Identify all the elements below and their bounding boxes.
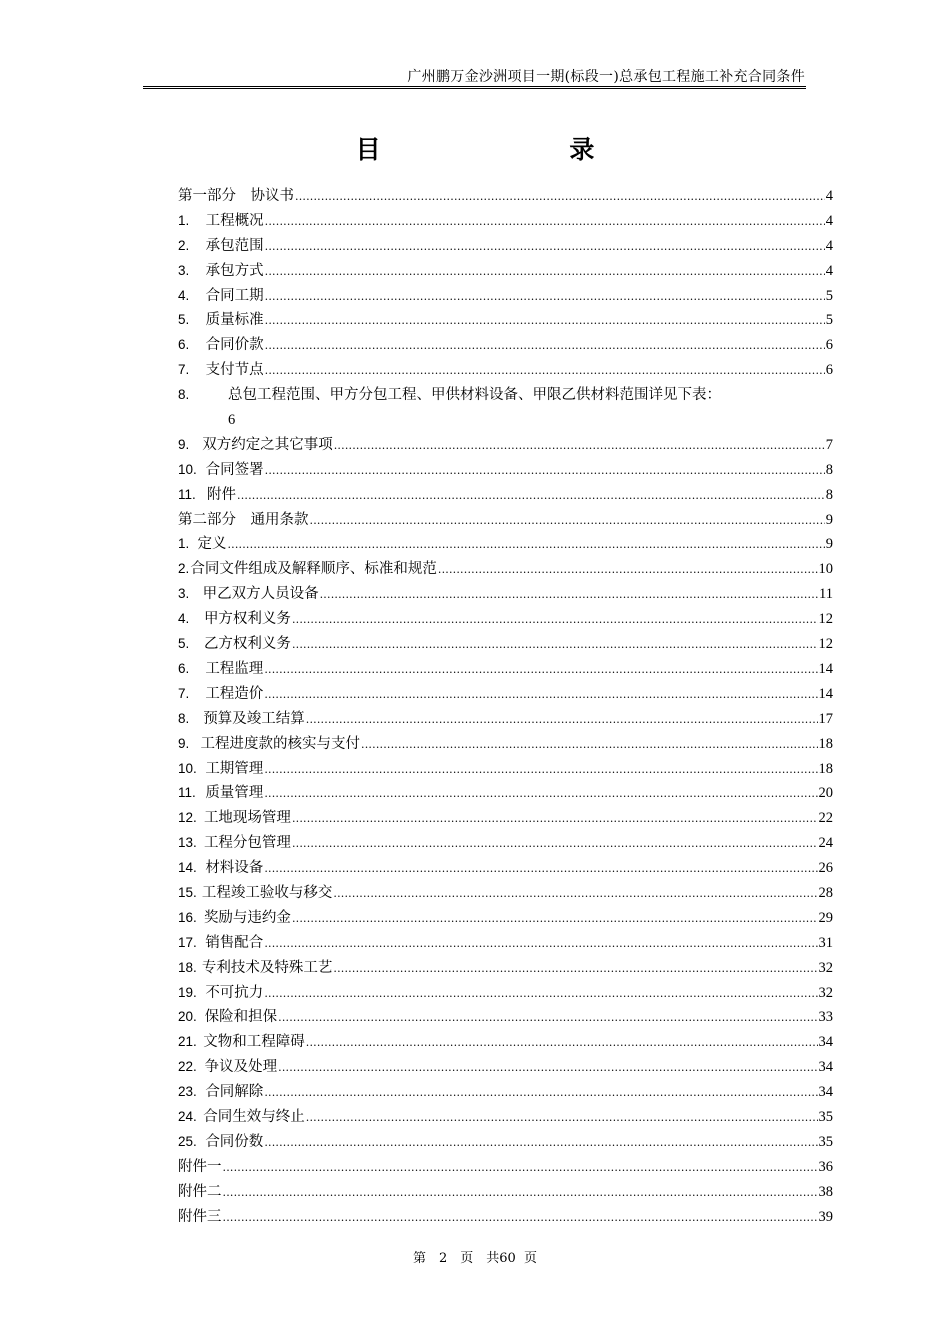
toc-entry-page: 4 xyxy=(825,262,833,279)
toc-entry-label: 工程竣工验收与移交 xyxy=(201,884,333,901)
toc-entry-label: 工程概况 xyxy=(205,212,264,229)
toc-entry[interactable] xyxy=(178,1030,833,1055)
toc-entry-page: 31 xyxy=(818,934,833,951)
toc-entry-label: 乙方权利义务 xyxy=(203,636,291,653)
toc-entry-label: 双方约定之其它事项 xyxy=(202,436,333,453)
toc-entry-page: 4 xyxy=(825,212,833,229)
toc-entry-label: 材料设备 xyxy=(205,860,264,877)
toc-dot-leader xyxy=(264,931,817,957)
toc-entry[interactable] xyxy=(178,532,833,557)
toc-entry-page: 14 xyxy=(818,685,833,702)
toc-entry-label: 附件一 xyxy=(178,1158,222,1175)
toc-entry-page: 24 xyxy=(818,835,833,852)
toc-entry-label: 第一部分 协议书 xyxy=(178,188,294,204)
toc-dot-leader xyxy=(292,806,818,832)
toc-entry-number: 4. xyxy=(178,611,190,627)
toc-entry-number: 8. xyxy=(178,710,190,726)
toc-dot-leader xyxy=(306,1030,818,1056)
toc-entry[interactable] xyxy=(178,1055,833,1080)
toc-dot-leader xyxy=(265,333,825,359)
toc-entry[interactable] xyxy=(178,483,833,508)
toc-dot-leader xyxy=(265,308,825,334)
toc-entry-label: 承包范围 xyxy=(205,237,264,254)
toc-entry-number: 11. xyxy=(178,486,196,502)
toc-entry[interactable] xyxy=(178,358,833,383)
toc-entry-page: 12 xyxy=(818,636,833,653)
toc-entry-page: 8 xyxy=(825,486,833,503)
toc-entry-number: 20. xyxy=(178,1009,197,1025)
toc-entry-number: 3. xyxy=(178,262,190,278)
toc-entry[interactable] xyxy=(178,308,833,333)
toc-entry-label: 支付节点 xyxy=(205,362,264,379)
toc-dot-leader xyxy=(237,483,825,509)
toc-entry-page: 18 xyxy=(818,760,833,777)
toc-entry[interactable] xyxy=(178,1180,833,1205)
toc-entry-number: 9. xyxy=(178,735,190,751)
toc-dot-leader xyxy=(264,1130,817,1156)
toc-entry-label: 工地现场管理 xyxy=(203,810,291,827)
toc-entry-label: 合同价款 xyxy=(205,337,264,354)
toc-entry-label: 合同文件组成及解释顺序、标准和规范 xyxy=(190,561,437,578)
toc-entry-page: 14 xyxy=(818,660,833,677)
toc-dot-leader xyxy=(223,1180,818,1206)
toc-dot-leader xyxy=(264,757,817,783)
toc-dot-leader xyxy=(264,781,817,807)
toc-entry[interactable] xyxy=(178,956,833,981)
toc-entry[interactable] xyxy=(178,707,833,732)
table-of-contents xyxy=(178,184,833,1229)
toc-entry[interactable] xyxy=(178,1080,833,1105)
toc-entry[interactable] xyxy=(178,632,833,657)
toc-entry-label: 定义 xyxy=(197,536,227,553)
toc-entry[interactable] xyxy=(178,1005,833,1030)
toc-entry[interactable] xyxy=(178,732,833,757)
toc-entry-number: 22. xyxy=(178,1059,197,1075)
toc-entry-number: 8. xyxy=(178,387,190,403)
toc-entry-label: 合同工期 xyxy=(205,287,264,304)
toc-dot-leader xyxy=(264,682,817,708)
toc-entry-number: 15. xyxy=(178,884,197,900)
toc-entry-page: 4 xyxy=(825,237,833,254)
toc-dot-leader xyxy=(265,358,825,384)
toc-entry-number: 18. xyxy=(178,959,197,975)
toc-entry-number: 16. xyxy=(178,909,197,925)
toc-entry-number: 25. xyxy=(178,1133,197,1149)
toc-entry-label: 甲方权利义务 xyxy=(203,611,291,628)
toc-dot-leader xyxy=(264,657,817,683)
toc-entry[interactable] xyxy=(178,1105,833,1130)
toc-entry-page: 8 xyxy=(825,461,833,478)
toc-entry-number: 5. xyxy=(178,636,190,652)
toc-dot-leader xyxy=(264,981,817,1007)
toc-entry-number: 10. xyxy=(178,461,197,477)
toc-entry-page: 12 xyxy=(818,611,833,628)
toc-dot-leader xyxy=(264,856,817,882)
toc-dot-leader xyxy=(265,234,825,260)
toc-entry-page: 29 xyxy=(818,909,833,926)
toc-dot-leader xyxy=(223,1155,818,1181)
toc-entry[interactable] xyxy=(178,657,833,682)
toc-entry-number: 2. xyxy=(178,561,190,577)
toc-entry-label: 附件二 xyxy=(178,1183,222,1200)
toc-entry[interactable] xyxy=(178,284,833,309)
toc-dot-leader xyxy=(265,259,825,285)
toc-entry-page: 34 xyxy=(818,1034,833,1051)
toc-entry[interactable] xyxy=(178,508,833,533)
toc-dot-leader xyxy=(265,284,825,310)
toc-entry-page: 10 xyxy=(818,561,833,578)
toc-entry-label: 质量管理 xyxy=(205,785,264,802)
toc-dot-leader xyxy=(306,707,818,733)
toc-entry-page: 18 xyxy=(818,735,833,752)
toc-entry[interactable] xyxy=(178,856,833,881)
toc-entry-label: 工程监理 xyxy=(205,660,264,677)
toc-entry-label: 工程造价 xyxy=(205,685,264,702)
toc-entry-label: 质量标准 xyxy=(205,312,264,329)
toc-entry[interactable] xyxy=(178,906,833,931)
toc-entry[interactable] xyxy=(178,184,833,209)
toc-entry-number: 1. xyxy=(178,212,190,228)
toc-dot-leader xyxy=(227,532,824,558)
toc-entry-label: 合同签署 xyxy=(205,461,264,478)
toc-dot-leader xyxy=(278,1005,817,1031)
toc-entry[interactable] xyxy=(178,234,833,259)
toc-entry-label: 附件三 xyxy=(178,1208,222,1225)
toc-entry-page: 35 xyxy=(818,1108,833,1125)
toc-entry[interactable] xyxy=(178,582,833,607)
toc-entry[interactable] xyxy=(178,831,833,856)
toc-dot-leader xyxy=(292,906,818,932)
toc-entry-label: 奖励与违约金 xyxy=(203,909,291,926)
toc-entry-number: 9. xyxy=(178,436,190,452)
toc-entry[interactable] xyxy=(178,1205,833,1230)
toc-entry-page: 26 xyxy=(818,860,833,877)
toc-entry-page: 11 xyxy=(819,586,833,603)
toc-entry-page: 7 xyxy=(825,436,833,453)
toc-entry[interactable] xyxy=(178,931,833,956)
toc-entry-page: 9 xyxy=(825,536,833,553)
toc-entry-label: 附件 xyxy=(207,486,237,503)
toc-entry-number: 21. xyxy=(178,1034,197,1050)
toc-entry-page: 4 xyxy=(825,188,833,204)
toc-entry-label: 工程分包管理 xyxy=(203,835,291,852)
toc-entry-page: 38 xyxy=(818,1183,833,1200)
page-title: 目 录 xyxy=(355,135,685,164)
toc-entry-page: 17 xyxy=(818,710,833,727)
toc-entry-label: 第二部分 通用条款 xyxy=(178,511,309,528)
header-rule xyxy=(143,86,806,89)
toc-entry[interactable] xyxy=(178,806,833,831)
toc-entry-label: 工期管理 xyxy=(205,760,264,777)
toc-entry-number: 11. xyxy=(178,785,196,801)
toc-entry-number: 19. xyxy=(178,984,197,1000)
toc-entry-page: 35 xyxy=(818,1133,833,1150)
toc-entry-page: 32 xyxy=(818,959,833,976)
toc-entry-number: 24. xyxy=(178,1108,197,1124)
toc-dot-leader xyxy=(333,956,817,982)
page-footer: 第 2 页 共60 页 xyxy=(413,1251,537,1266)
toc-entry-number: 17. xyxy=(178,934,197,950)
toc-entry-page: 6 xyxy=(228,412,236,429)
toc-entry-label: 文物和工程障碍 xyxy=(203,1034,305,1051)
toc-dot-leader xyxy=(361,732,817,758)
toc-entry-page: 33 xyxy=(818,1009,833,1026)
toc-entry[interactable] xyxy=(178,881,833,906)
toc-entry-label: 专利技术及特殊工艺 xyxy=(201,959,333,976)
toc-entry-number: 5. xyxy=(178,312,190,328)
toc-entry[interactable] xyxy=(178,981,833,1006)
toc-entry-number: 23. xyxy=(178,1084,197,1100)
toc-dot-leader xyxy=(334,433,825,459)
toc-entry-label: 甲乙双方人员设备 xyxy=(202,586,319,603)
toc-entry-page: 34 xyxy=(818,1059,833,1076)
toc-entry-page: 5 xyxy=(825,287,833,304)
toc-entry-number: 13. xyxy=(178,835,197,851)
toc-entry-number: 2. xyxy=(178,237,190,253)
toc-entry[interactable] xyxy=(178,607,833,632)
toc-entry[interactable] xyxy=(178,1155,833,1180)
toc-entry-number: 7. xyxy=(178,685,190,701)
toc-entry-page: 34 xyxy=(818,1084,833,1101)
toc-entry-label: 合同解除 xyxy=(205,1084,264,1101)
toc-dot-leader xyxy=(333,881,817,907)
toc-entry-page: 28 xyxy=(818,884,833,901)
toc-entry-label: 工程进度款的核实与支付 xyxy=(200,735,361,752)
running-header: 广州鹏万金沙洲项目一期(标段一)总承包工程施工补充合同条件 xyxy=(407,69,805,85)
toc-dot-leader xyxy=(320,582,818,608)
toc-entry-label: 合同份数 xyxy=(205,1133,264,1150)
toc-entry[interactable] xyxy=(178,209,833,234)
toc-dot-leader xyxy=(292,831,818,857)
toc-dot-leader xyxy=(292,607,818,633)
toc-entry-page: 36 xyxy=(818,1158,833,1175)
toc-dot-leader xyxy=(438,557,818,583)
toc-entry[interactable] xyxy=(178,781,833,806)
toc-entry[interactable] xyxy=(178,383,833,433)
toc-entry-number: 6. xyxy=(178,337,190,353)
toc-entry-label: 承包方式 xyxy=(205,262,264,279)
toc-dot-leader xyxy=(295,184,825,210)
toc-entry[interactable] xyxy=(178,557,833,582)
toc-entry-page: 20 xyxy=(818,785,833,802)
toc-entry[interactable] xyxy=(178,1130,833,1155)
toc-dot-leader xyxy=(265,458,825,484)
toc-entry-number: 12. xyxy=(178,810,197,826)
toc-entry-page: 5 xyxy=(825,312,833,329)
toc-entry[interactable] xyxy=(178,458,833,483)
toc-entry-number: 1. xyxy=(178,536,190,552)
toc-entry-label: 争议及处理 xyxy=(204,1059,278,1076)
toc-entry-label: 合同生效与终止 xyxy=(203,1108,305,1125)
toc-dot-leader xyxy=(310,508,825,534)
toc-entry-number: 4. xyxy=(178,287,190,303)
toc-dot-leader xyxy=(264,1080,817,1106)
toc-entry-number: 7. xyxy=(178,362,190,378)
toc-dot-leader xyxy=(292,632,818,658)
toc-entry[interactable] xyxy=(178,333,833,358)
toc-entry-page: 9 xyxy=(825,511,833,528)
toc-entry[interactable] xyxy=(178,259,833,284)
toc-dot-leader xyxy=(306,1105,818,1131)
toc-entry[interactable] xyxy=(178,682,833,707)
toc-entry-label: 不可抗力 xyxy=(205,984,264,1001)
toc-entry-page: 6 xyxy=(825,337,833,354)
toc-entry[interactable] xyxy=(178,757,833,782)
toc-dot-leader xyxy=(265,209,825,235)
toc-entry-label: 总包工程范围、甲方分包工程、甲供材料设备、甲限乙供材料范围详见下表： xyxy=(228,387,721,404)
toc-entry-page: 39 xyxy=(818,1208,833,1225)
toc-entry-number: 3. xyxy=(178,586,190,602)
toc-entry-page: 32 xyxy=(818,984,833,1001)
toc-entry[interactable] xyxy=(178,433,833,458)
toc-dot-leader xyxy=(223,1205,818,1231)
toc-entry-number: 14. xyxy=(178,860,197,876)
toc-entry-number: 10. xyxy=(178,760,197,776)
toc-entry-label: 保险和担保 xyxy=(204,1009,278,1026)
toc-entry-page: 6 xyxy=(825,362,833,379)
toc-entry-label: 销售配合 xyxy=(205,934,264,951)
toc-entry-number: 6. xyxy=(178,660,190,676)
toc-entry-page: 22 xyxy=(818,810,833,827)
toc-entry-label: 预算及竣工结算 xyxy=(203,710,305,727)
toc-dot-leader xyxy=(278,1055,817,1081)
